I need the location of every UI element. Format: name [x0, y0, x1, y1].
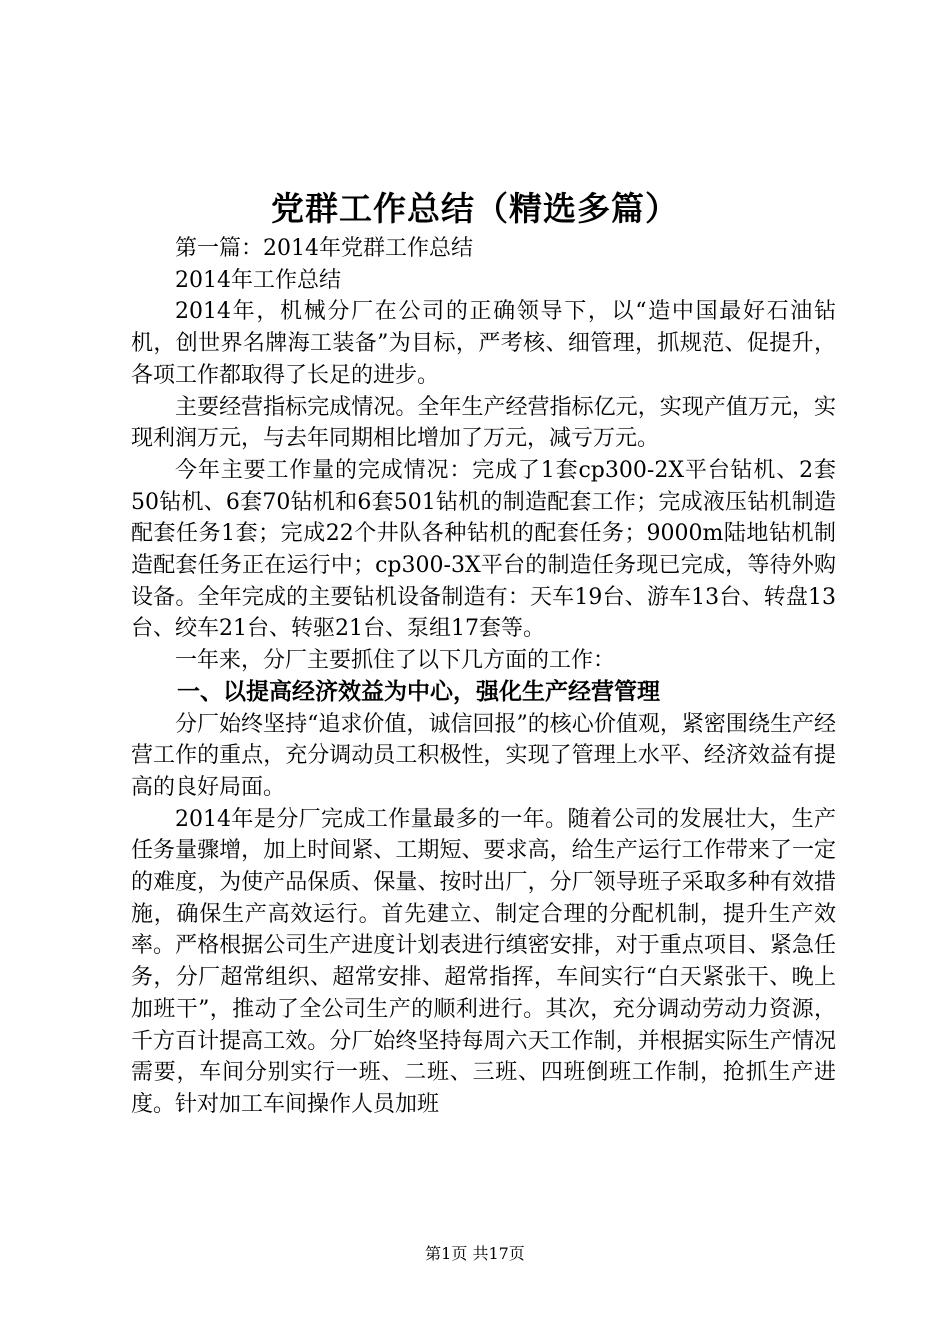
body-paragraph: 2014年是分厂完成工作量最多的一年。随着公司的发展壮大，生产任务量骤增，加上时间紧、工期短、要求高，给生产运行工作带来了一定的难度，为使产品保质、保量、按时出厂，分厂领导班子采取多种有效措施，确保生产高效运行。首先建立、制定合理的分配机制，提升生产效率。严格根据公司生产进度计划表进行缜密安排，对于重点项目、紧急任务，分厂超常组织、超常安排、超常指挥，车间实行“白天紧张干、晚上加班干”，推动了全公司生产的顺利进行。其次，充分调动劳动力资源，千方百计提高工效。分厂始终坚持每周六天工作制，并根据实际生产情况需要，车间分别实行一班、二班、三班、四班倒班工作制，抢抓生产进度。针对加工车间操作人员加班 — [131, 806, 836, 1117]
body-paragraph: 今年主要工作量的完成情况：完成了1套cp300-2X平台钻机、2套50钻机、6套70钻机和6套501钻机的制造配套工作；完成液压钻机制造配套任务1套；完成22个井队各种钻机的配套任务；9000m陆地钻机制造配套任务正在运行中；cp300-3X平台的制造任务现已完成，等待外购设备。全年完成的主要钻机设备制造有：天车19台、游车13台、转盘13台、绞车21台、转驱21台、泵组17套等。 — [131, 457, 836, 642]
page-footer: 第1页 共17页 — [425, 1244, 525, 1263]
document-title: 党群工作总结（精选多篇） — [271, 189, 679, 228]
section-heading: 一、以提高经济效益为中心，强化生产经营管理 — [177, 678, 660, 705]
body-paragraph: 主要经营指标完成情况。全年生产经营指标亿元，实现产值万元，实现利润万元，与去年同期相比增加了万元，减亏万元。 — [131, 394, 836, 452]
body-paragraph: 一年来，分厂主要抓住了以下几方面的工作： — [175, 648, 616, 674]
body-paragraph: 分厂始终坚持“追求价值，诚信回报”的核心价值观，紧密围绕生产经营工作的重点，充分调动员工积极性，实现了管理上水平、经济效益有提高的良好局面。 — [131, 711, 836, 800]
body-paragraph: 2014年工作总结 — [175, 267, 341, 293]
body-paragraph: 2014年，机械分厂在公司的正确领导下，以“造中国最好石油钻机，创世界名牌海工装备”为目标，严考核、细管理，抓规范、促提升，各项工作都取得了长足的进步。 — [131, 299, 836, 388]
document-body — [131, 233, 836, 1121]
body-paragraph: 第一篇：2014年党群工作总结 — [175, 236, 473, 261]
